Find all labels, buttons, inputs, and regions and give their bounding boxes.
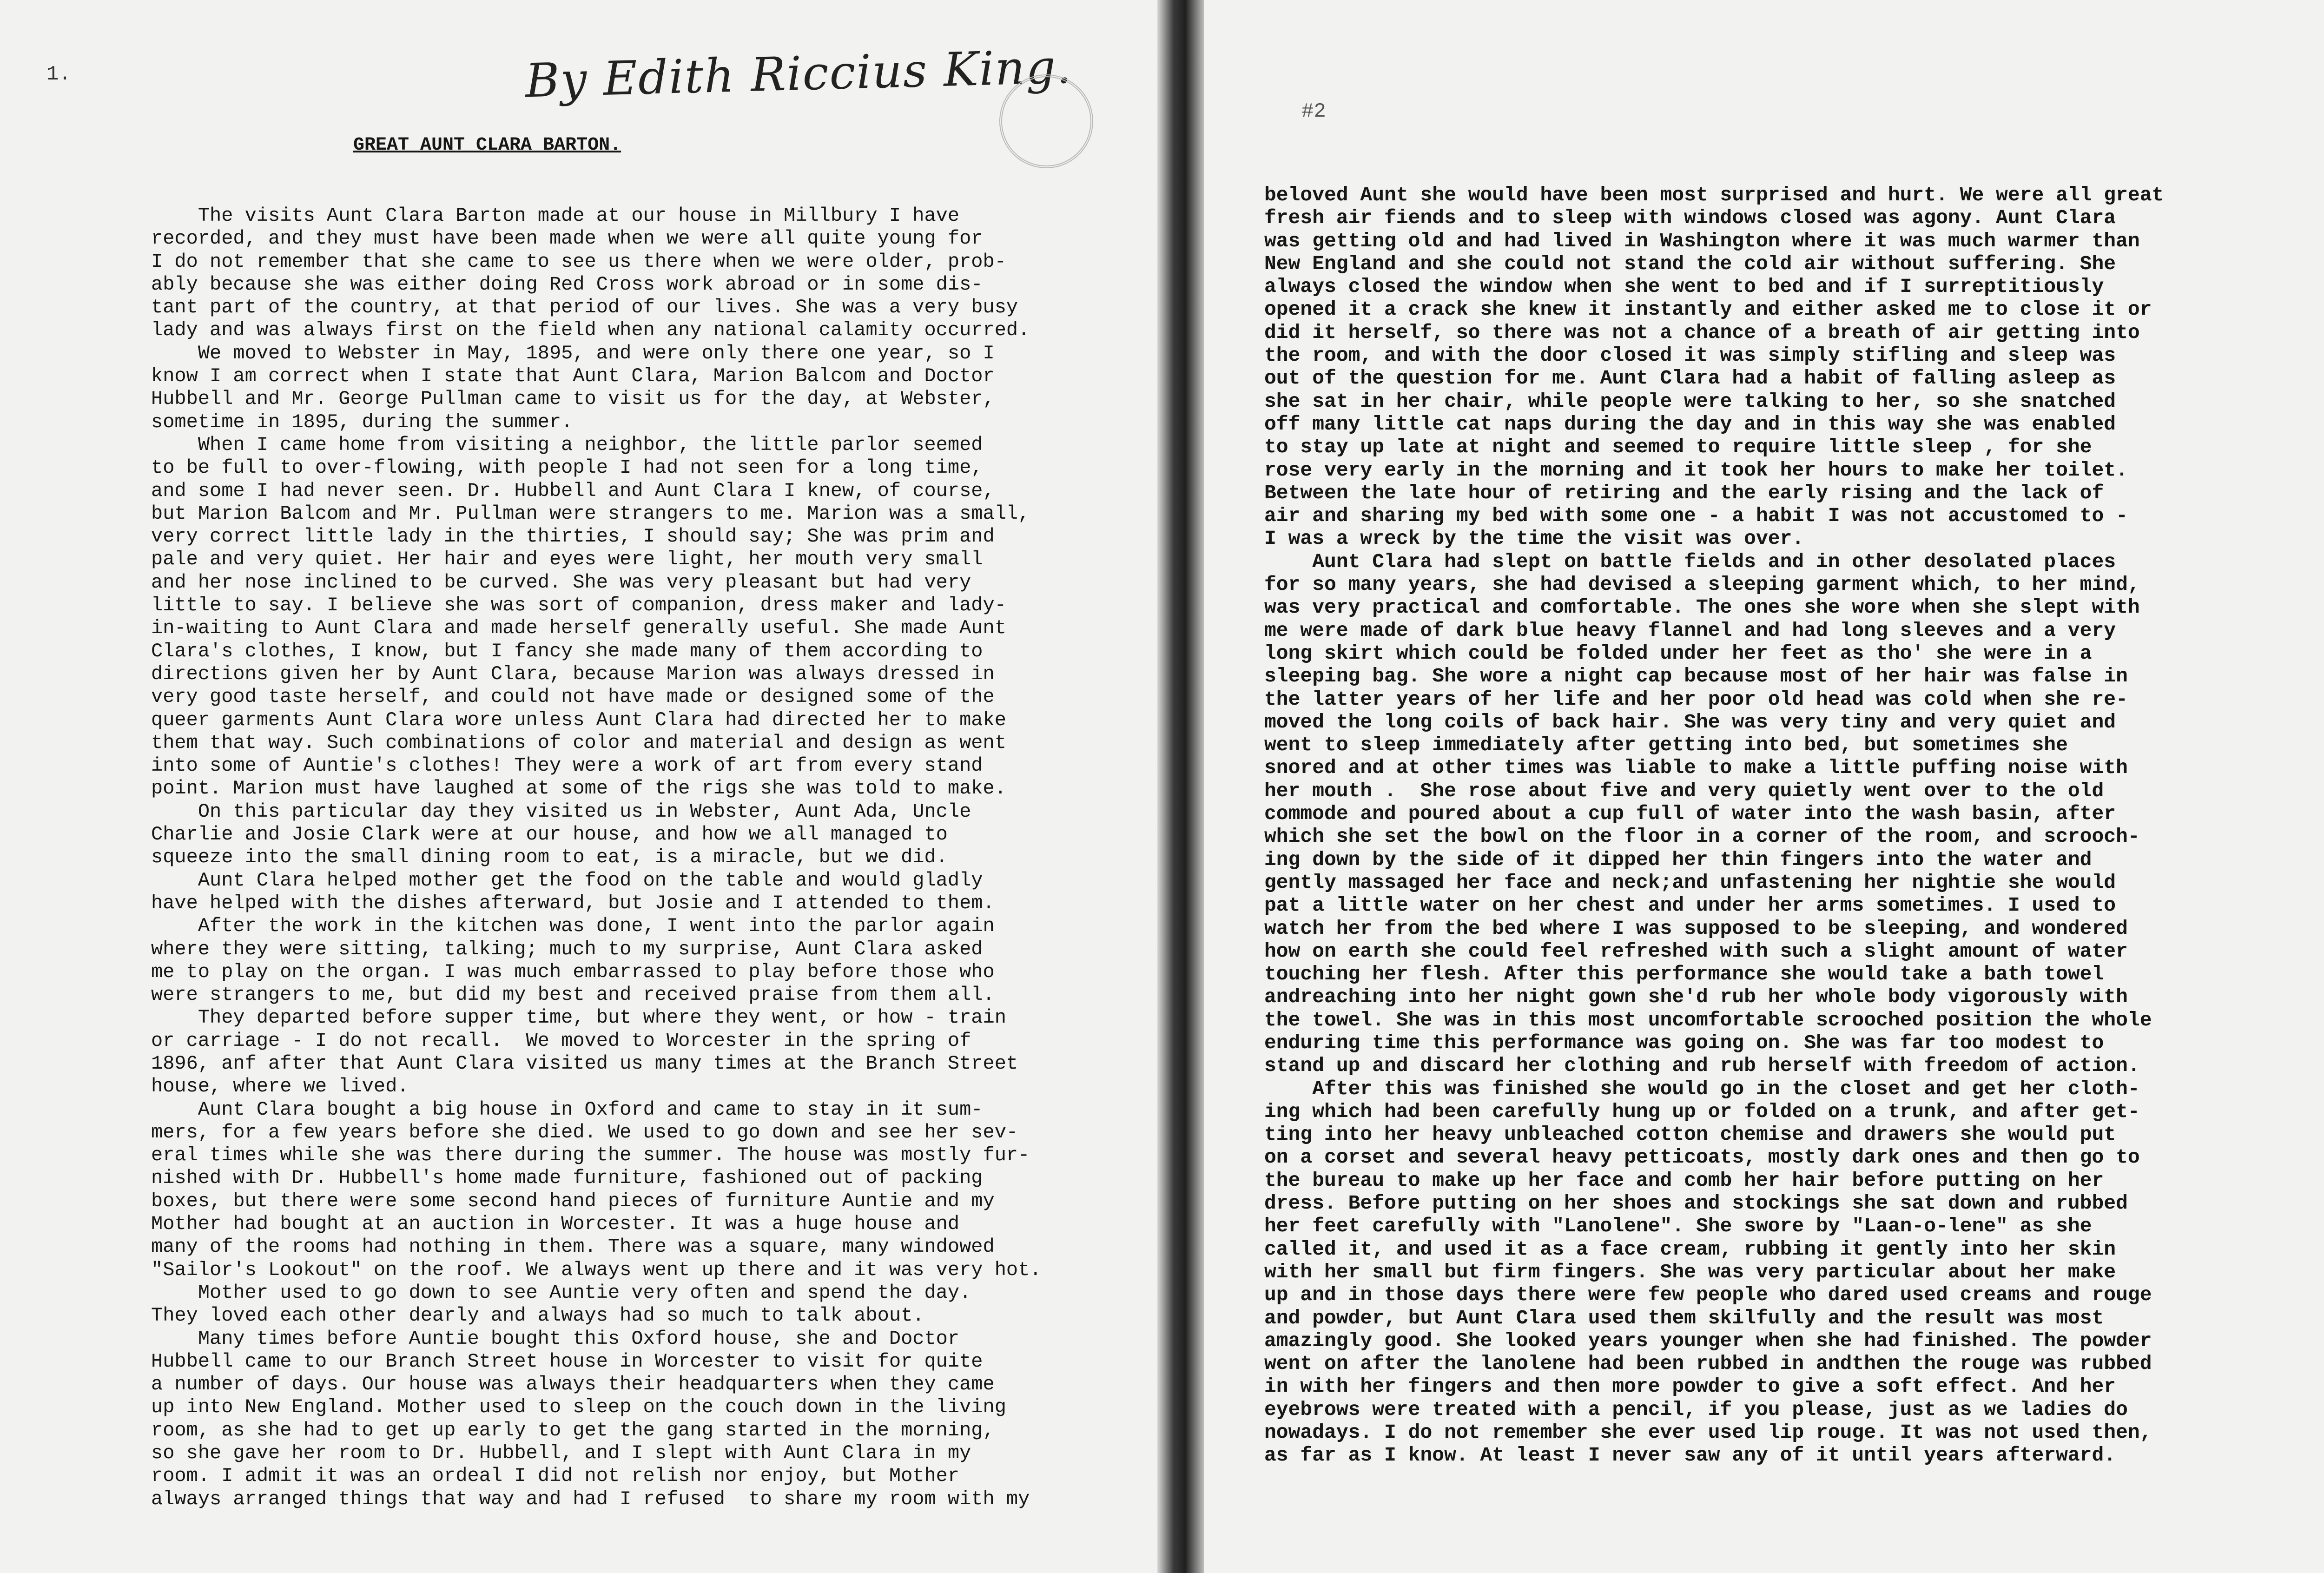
text-line: nowadays. I do not remember she ever used lip rouge. It was not used then, [1264, 1421, 2152, 1444]
text-line: for so many years, she had devised a sleeping garment which, to her mind, [1264, 573, 2140, 596]
text-line: fresh air fiends and to sleep with windows closed was agony. Aunt Clara [1264, 206, 2116, 230]
text-line: moved the long coils of back hair. She was very tiny and very quiet and [1264, 710, 2116, 734]
text-line: her feet carefully with "Lanolene". She swore by "Laan-o-lene" as she [1264, 1215, 2092, 1238]
left-page-body [151, 205, 1132, 1511]
text-line: called it, and used it as a face cream, rubbing it gently into her skin [1264, 1237, 2116, 1261]
text-line: did it herself, so there was not a chance of a breath of air getting into [1264, 321, 2140, 344]
text-line: Charlie and Josie Clark were at our house, and how we all managed to [151, 823, 948, 846]
text-line: long skirt which could be folded under her feet as tho' she were in a [1264, 641, 2092, 665]
text-line: 1896, anf after that Aunt Clara visited us many times at the Branch Street [151, 1052, 1018, 1075]
library-stamp [999, 74, 1093, 168]
right-page-number: #2 [1301, 100, 1326, 123]
text-line: ing which had been carefully hung up or folded on a trunk, and after get- [1264, 1100, 2140, 1123]
text-line: After this was finished she would go in the closet and get her cloth- [1264, 1077, 2140, 1100]
text-line: into some of Auntie's clothes! They were a work of art from every stand [151, 754, 983, 777]
text-line: Mother used to go down to see Auntie very often and spend the day. [151, 1281, 971, 1304]
text-line: out of the question for me. Aunt Clara had a habit of falling asleep as [1264, 367, 2116, 390]
text-line: and some I had never seen. Dr. Hubbell and Aunt Clara I knew, of course, [151, 479, 995, 502]
text-line: up and in those days there were few people who dared used creams and rouge [1264, 1283, 2152, 1307]
text-line: boxes, but there were some second hand pieces of furniture Auntie and my [151, 1190, 995, 1212]
text-line: tant part of the country, at that period of our lives. She was a very busy [151, 296, 1018, 319]
text-line: to be full to over-flowing, with people I had not seen for a long time, [151, 456, 983, 479]
text-line: the bureau to make up her face and comb her hair before putting on her [1264, 1169, 2104, 1192]
text-line: amazingly good. She looked years younger when she had finished. The powder [1264, 1329, 2152, 1352]
text-line: were strangers to me, but did my best and received praise from them all. [151, 984, 995, 1006]
text-line: rose very early in the morning and it took her hours to make her toilet. [1264, 458, 2128, 482]
text-line: andreaching into her night gown she'd rub her whole body vigorously with [1264, 985, 2128, 1009]
text-line: pale and very quiet. Her hair and eyes were light, her mouth very small [151, 548, 983, 571]
right-page-body [1264, 184, 2324, 1467]
text-line: the latter years of her life and her poor old head was cold when she re- [1264, 687, 2128, 711]
text-line: air and sharing my bed with some one - a habit I was not accustomed to - [1264, 504, 2128, 528]
text-line: her mouth . She rose about five and very quietly went over to the old [1264, 779, 2104, 802]
text-line: and powder, but Aunt Clara used them skilfully and the result was most [1264, 1306, 2104, 1329]
text-line: but Marion Balcom and Mr. Pullman were strangers to me. Marion was a small, [151, 502, 1030, 525]
text-line: We moved to Webster in May, 1895, and were only there one year, so I [151, 342, 995, 364]
text-line: directions given her by Aunt Clara, because Marion was always dressed in [151, 662, 995, 685]
text-line: Many times before Auntie bought this Oxford house, she and Doctor [151, 1327, 960, 1350]
text-line: Hubbell came to our Branch Street house in Worcester to visit for quite [151, 1350, 983, 1373]
text-line: nished with Dr. Hubbell's home made furniture, fashioned out of packing [151, 1167, 983, 1190]
text-line: know I am correct when I state that Aunt Clara, Marion Balcom and Doctor [151, 365, 995, 388]
text-line: which she set the bowl on the floor in a corner of the room, and scrooch- [1264, 825, 2140, 848]
text-line: dress. Before putting on her shoes and stockings she sat down and rubbed [1264, 1192, 2128, 1215]
text-line: Aunt Clara bought a big house in Oxford and came to stay in it sum- [151, 1098, 983, 1121]
text-line: ably because she was either doing Red Cross work abroad or in some dis- [151, 273, 983, 296]
text-line: always closed the window when she went to bed and if I surreptitiously [1264, 275, 2104, 298]
page-gutter [1157, 0, 1204, 1573]
text-line: very correct little lady in the thirties, I should say; She was prim and [151, 525, 995, 548]
text-line: a number of days. Our house was always their headquarters when they came [151, 1373, 995, 1396]
text-line: Aunt Clara helped mother get the food on the table and would gladly [151, 869, 983, 892]
text-line: lady and was always first on the field when any national calamity occurred. [151, 319, 1030, 342]
text-line: room, as she had to get up early to get the gang started in the morning, [151, 1419, 995, 1441]
text-line: commode and poured about a cup full of water into the wash basin, after [1264, 802, 2116, 826]
text-line: watch her from the bed where I was supposed to be sleeping, and wondered [1264, 917, 2128, 940]
text-line: Hubbell and Mr. George Pullman came to visit us for the day, at Webster, [151, 388, 995, 410]
text-line: was getting old and had lived in Washington where it was much warmer than [1264, 229, 2140, 252]
text-line: eral times while she was there during the summer. The house was mostly fur- [151, 1144, 1030, 1167]
text-line: enduring time this performance was going on. She was far too modest to [1264, 1031, 2104, 1054]
left-page [0, 0, 1157, 1573]
text-line: mers, for a few years before she died. We used to go down and see her sev- [151, 1121, 1018, 1143]
text-line: went to sleep immediately after getting into bed, but sometimes she [1264, 734, 2068, 757]
text-line: little to say. I believe she was sort of companion, dress maker and lady- [151, 594, 1006, 617]
text-line: snored and at other times was liable to make a little puffing noise with [1264, 756, 2128, 780]
text-line: off many little cat naps during the day and in this way she was enabled [1264, 412, 2116, 436]
text-line: me to play on the organ. I was much embarrassed to play before those who [151, 960, 995, 983]
text-line: Mother had bought at an auction in Worcester. It was a huge house and [151, 1213, 960, 1236]
text-line: house, where we lived. [151, 1075, 409, 1098]
text-line: went on after the lanolene had been rubbed in andthen the rouge was rubbed [1264, 1352, 2152, 1375]
text-line: so she gave her room to Dr. Hubbell, and I slept with Aunt Clara in my [151, 1442, 971, 1465]
text-line: with her small but firm fingers. She was very particular about her make [1264, 1260, 2116, 1283]
text-line: The visits Aunt Clara Barton made at our house in Millbury I have [151, 205, 960, 227]
text-line: she sat in her chair, while people were talking to her, so she snatched [1264, 390, 2116, 413]
text-line: After the work in the kitchen was done, I went into the parlor again [151, 915, 995, 938]
text-line: beloved Aunt she would have been most surprised and hurt. We were all great [1264, 184, 2164, 206]
text-line: point. Marion must have laughed at some of the rigs she was told to make. [151, 777, 1006, 800]
handwritten-signature: By Edith Riccius King. [524, 39, 1073, 108]
text-line: New England and she could not stand the cold air without suffering. She [1264, 252, 2116, 275]
text-line: was very practical and comfortable. The ones she wore when she slept with [1264, 596, 2140, 619]
text-line: many of the rooms had nothing in them. There was a square, many windowed [151, 1236, 995, 1258]
text-line: stand up and discard her clothing and rub herself with freedom of action. [1264, 1054, 2140, 1077]
text-line: room. I admit it was an ordeal I did not relish nor enjoy, but Mother [151, 1465, 960, 1487]
document-title: GREAT AUNT CLARA BARTON. [353, 135, 621, 156]
text-line: have helped with the dishes afterward, but Josie and I attended to them. [151, 892, 995, 914]
text-line: how on earth she could feel refreshed with such a slight amount of water [1264, 939, 2128, 963]
text-line: recorded, and they must have been made when we were all quite young for [151, 227, 983, 250]
text-line: where they were sitting, talking; much to my surprise, Aunt Clara asked [151, 938, 983, 960]
text-line: in with her fingers and then more powder to give a soft effect. And her [1264, 1375, 2116, 1398]
text-line: me were made of dark blue heavy flannel and had long sleeves and a very [1264, 619, 2116, 642]
text-line: very good taste herself, and could not have made or designed some of the [151, 686, 995, 708]
text-line: queer garments Aunt Clara wore unless Aunt Clara had directed her to make [151, 708, 1006, 731]
left-page-number: 1. [46, 63, 71, 86]
text-line: They loved each other dearly and always had so much to talk about. [151, 1304, 924, 1327]
text-line: touching her flesh. After this performance she would take a bath towel [1264, 963, 2104, 986]
text-line: pat a little water on her chest and under her arms sometimes. I used to [1264, 894, 2116, 917]
text-line: sometime in 1895, during the summer. [151, 410, 573, 433]
text-line: "Sailor's Lookout" on the roof. We always went up there and it was very hot. [151, 1258, 1042, 1281]
text-line: sleeping bag. She wore a night cap because most of her hair was false in [1264, 665, 2128, 688]
text-line: the towel. She was in this most uncomfortable scrooched position the whole [1264, 1008, 2152, 1031]
text-line: ing down by the side of it dipped her thin fingers into the water and [1264, 848, 2092, 871]
text-line: to stay up late at night and seemed to require little sleep , for she [1264, 436, 2092, 459]
text-line: They departed before supper time, but where they went, or how - train [151, 1006, 1006, 1029]
text-line: always arranged things that way and had I refused to share my room with my [151, 1487, 1030, 1510]
text-line: the room, and with the door closed it was simply stifling and sleep was [1264, 344, 2116, 367]
text-line: in-waiting to Aunt Clara and made herself generally useful. She made Aunt [151, 617, 1006, 640]
text-line: opened it a crack she knew it instantly and either asked me to close it or [1264, 298, 2152, 321]
text-line: and her nose inclined to be curved. She was very pleasant but had very [151, 571, 971, 594]
text-line: On this particular day they visited us in Webster, Aunt Ada, Uncle [151, 800, 971, 823]
text-line: them that way. Such combinations of color and material and design as went [151, 731, 1006, 754]
text-line: Aunt Clara had slept on battle fields and in other desolated places [1264, 550, 2116, 573]
text-line: gently massaged her face and neck;and unfastening her nightie she would [1264, 871, 2116, 894]
text-line: Between the late hour of retiring and the early rising and the lack of [1264, 481, 2104, 504]
text-line: or carriage - I do not recall. We moved to Worcester in the spring of [151, 1029, 971, 1052]
text-line: ting into her heavy unbleached cotton chemise and drawers she would put [1264, 1123, 2116, 1146]
text-line: When I came home from visiting a neighbor, the little parlor seemed [151, 433, 983, 456]
text-line: eyebrows were treated with a pencil, if you please, just as we ladies do [1264, 1398, 2128, 1421]
text-line: up into New England. Mother used to sleep on the couch down in the living [151, 1396, 1006, 1419]
right-page [1204, 0, 2324, 1573]
text-line: on a corset and several heavy petticoats, mostly dark ones and then go to [1264, 1146, 2140, 1169]
text-line: as far as I know. At least I never saw any of it until years afterward. [1264, 1444, 2116, 1467]
text-line: I do not remember that she came to see us there when we were older, prob- [151, 250, 1006, 273]
text-line: squeeze into the small dining room to eat, is a miracle, but we did. [151, 846, 948, 869]
text-line: Clara's clothes, I know, but I fancy she made many of them according to [151, 640, 983, 662]
text-line: I was a wreck by the time the visit was over. [1264, 527, 1804, 550]
